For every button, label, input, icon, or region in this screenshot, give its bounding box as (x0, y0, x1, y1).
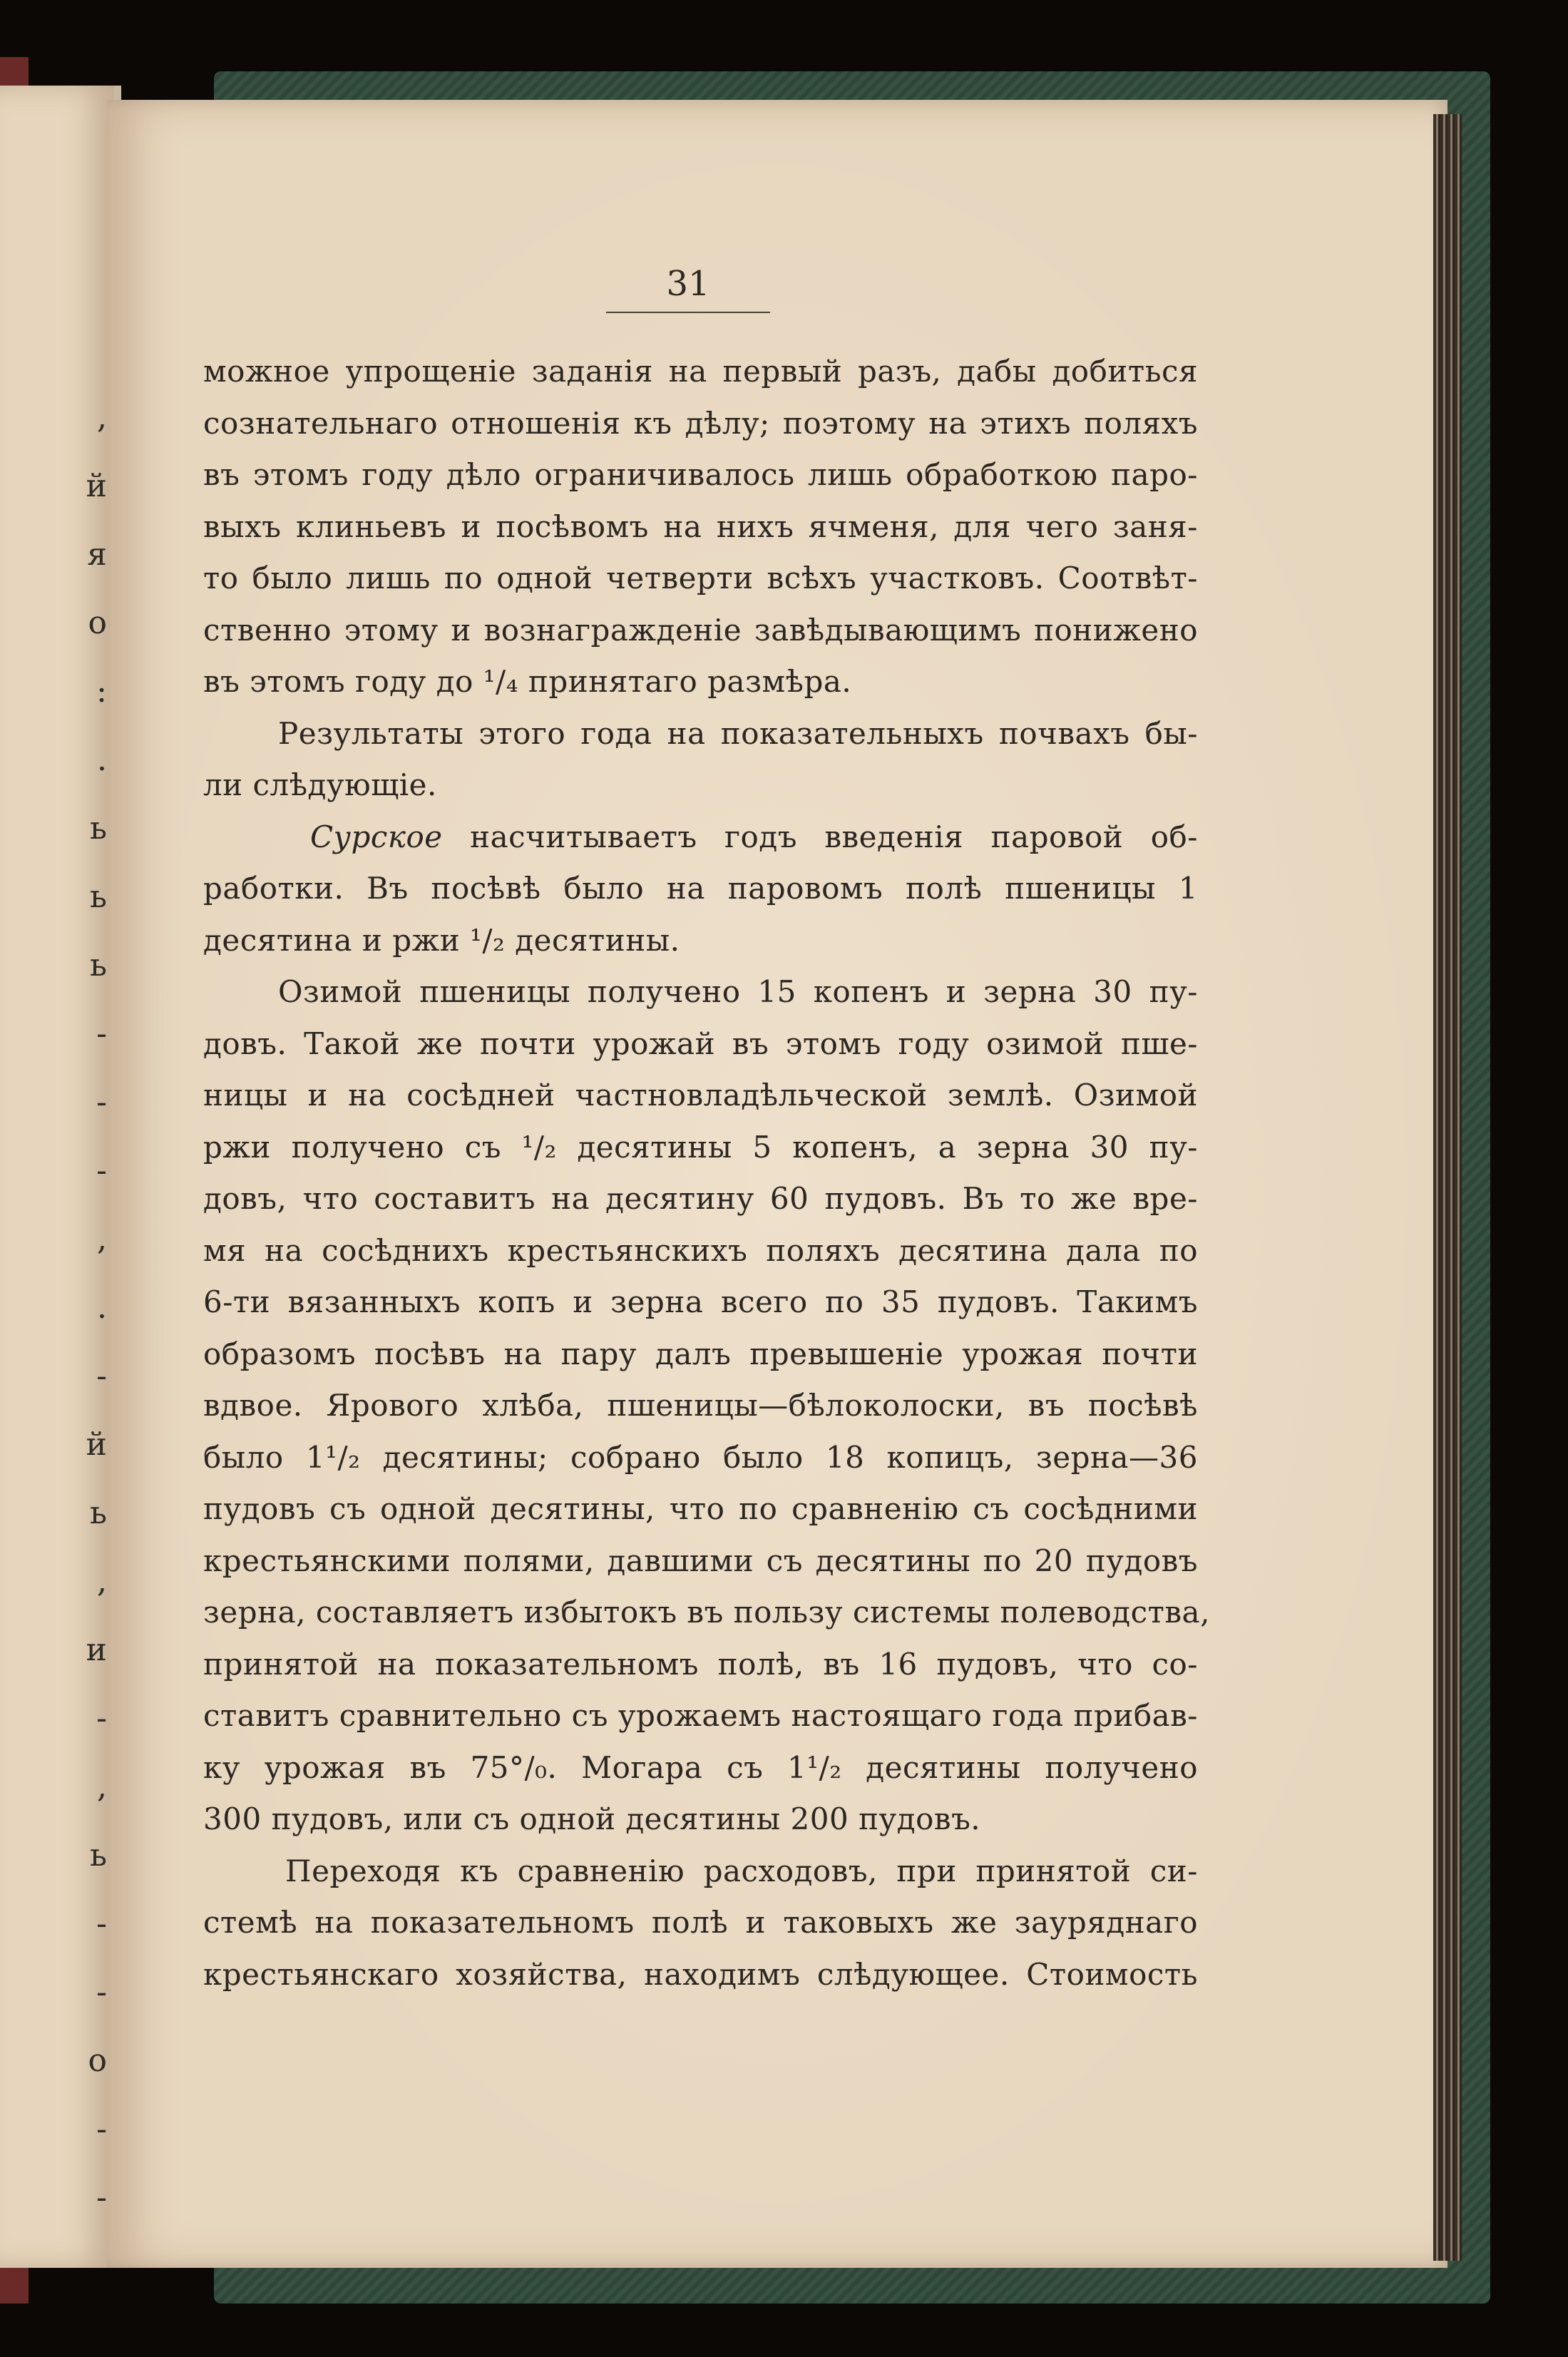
text-line: Сурское насчитываетъ годъ введенія паровой об- (310, 819, 1198, 854)
text-line: ку урожая въ 75°/₀. Могара съ 1¹/₂ десятины получено (203, 1749, 1198, 1785)
left-page-fragment: - (96, 1084, 107, 1120)
text-line: сознательнаго отношенія къ дѣлу; поэтому на этихъ поляхъ (203, 405, 1198, 441)
page-edge (1433, 114, 1462, 2261)
text-line: ственно этому и вознагражденіе завѣдывающимъ понижено (203, 612, 1198, 648)
left-page-fragment: ь (90, 810, 107, 847)
left-page-fragment: - (96, 1906, 107, 1942)
text-line: работки. Въ посѣвѣ было на паровомъ полѣ пшеницы 1 (203, 871, 1198, 906)
text-line: довъ. Такой же почти урожай въ этомъ году озимой пше- (203, 1026, 1198, 1061)
left-page-fragment: - (96, 1974, 107, 2010)
left-page-fragment: - (96, 1358, 107, 1394)
text-line: 300 пудовъ, или съ одной десятины 200 пудовъ. (203, 1801, 981, 1836)
left-page-fragment: - (96, 1152, 107, 1189)
text-line: крестьянскаго хозяйства, находимъ слѣдующее. Стоимость (203, 1956, 1198, 1992)
left-page-fragment: о (88, 605, 107, 641)
left-page-fragment: . (97, 742, 107, 778)
left-page-fragment: , (97, 1769, 107, 1805)
text-line: довъ, что составитъ на десятину 60 пудовъ. Въ то же вре- (203, 1181, 1198, 1216)
text-line: Результаты этого года на показательныхъ почвахъ бы- (278, 715, 1198, 751)
text-line: ли слѣдующіе. (203, 767, 437, 802)
text-line: крестьянскими полями, давшими съ десятины по 20 пудовъ (203, 1543, 1198, 1578)
left-page-fragment: ь (90, 1837, 107, 1873)
text-line: зерна, составляетъ избытокъ въ пользу системы полеводства, (203, 1595, 1210, 1630)
left-facing-page (0, 86, 121, 2268)
text-line: Переходя къ сравненію расходовъ, при принятой си- (285, 1853, 1198, 1888)
page-text (203, 346, 1210, 2000)
text-line: то было лишь по одной четверти всѣхъ участковъ. Соотвѣт- (203, 561, 1198, 595)
italic-place-name: Сурское (310, 819, 443, 854)
text-line: въ этомъ году до ¹/₄ принятаго размѣра. (203, 664, 852, 699)
text-line: 6-ти вязанныхъ копъ и зерна всего по 35 пудовъ. Такимъ (203, 1284, 1198, 1319)
text-line: принятой на показательномъ полѣ, въ 16 пудовъ, что со- (203, 1646, 1198, 1682)
text-line: было 1¹/₂ десятины; собрано было 18 копицъ, зерна—36 (203, 1439, 1198, 1475)
page-number: 31 (666, 264, 710, 304)
left-page-fragment: . (97, 1289, 107, 1326)
left-page-fragment: ь (90, 1495, 107, 1531)
left-page-fragment: , (97, 1221, 107, 1257)
left-page-fragment: й (86, 1426, 107, 1463)
text-line: десятина и ржи ¹/₂ десятины. (203, 922, 680, 958)
text-line: вдвое. Ярового хлѣба, пшеницы—бѣлоколоски, въ посѣвѣ (203, 1388, 1198, 1423)
left-page-fragment: ь (90, 879, 107, 915)
left-page-fragment: и (86, 1632, 107, 1668)
left-page-fragment: - (96, 1016, 107, 1052)
text-line: ржи получено съ ¹/₂ десятины 5 копенъ, а зерна 30 пу- (203, 1129, 1198, 1165)
left-page-fragment: : (96, 673, 107, 710)
text-line: образомъ посѣвъ на пару далъ превышеніе урожая почти (203, 1336, 1198, 1371)
text-line: въ этомъ году дѣло ограничивалось лишь обработкою паро- (203, 457, 1198, 492)
text-line: Озимой пшеницы получено 15 копенъ и зерна 30 пу- (278, 974, 1198, 1009)
left-page-fragment: , (97, 1563, 107, 1600)
left-page-fragment: ь (90, 947, 107, 983)
left-page-fragment: - (96, 2111, 107, 2147)
left-page-fragment: я (87, 536, 107, 573)
text-line: можное упрощеніе заданія на первый разъ, дабы добиться (203, 354, 1198, 389)
left-page-fragment: й (86, 468, 107, 504)
left-page-fragment: - (96, 1700, 107, 1737)
text-line: пудовъ съ одной десятины, что по сравненію съ сосѣдними (203, 1491, 1198, 1526)
text-line: стемѣ на показательномъ полѣ и таковыхъ же зауряднаго (203, 1905, 1198, 1940)
left-page-fragment: о (88, 2042, 107, 2079)
page-number-rule (606, 312, 770, 313)
left-page-fragment: - (96, 2179, 107, 2216)
text-line: ницы и на сосѣдней частновладѣльческой землѣ. Озимой (203, 1078, 1198, 1113)
text-line: мя на сосѣднихъ крестьянскихъ поляхъ десятина дала по (203, 1232, 1198, 1268)
text-line: ставитъ сравнительно съ урожаемъ настоящаго года прибав- (203, 1698, 1198, 1733)
text-line: выхъ клиньевъ и посѣвомъ на нихъ ячменя, для чего заня- (203, 508, 1198, 544)
left-page-fragment: , (97, 399, 107, 436)
